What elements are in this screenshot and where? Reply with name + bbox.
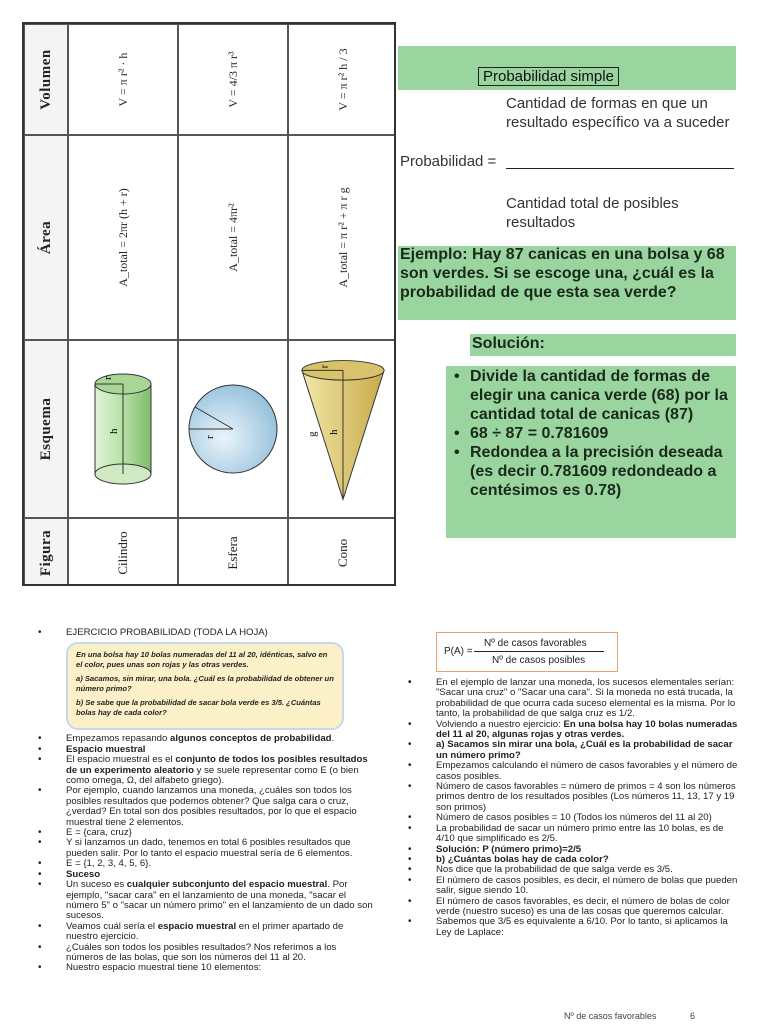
cone-h-label: h	[328, 429, 341, 435]
right-bullet-list	[408, 678, 742, 938]
example-text: Ejemplo: Hay 87 canicas en una bolsa y 68 son verdes. Si se escoge una, ¿cuál es la probabilidad de que esta sea verde?	[400, 246, 725, 301]
cone-g-label: g	[306, 431, 319, 437]
statement-paragraph: a) Sacamos, sin mirar, una bola. ¿Cuál es la probabilidad de obtener un número primo?	[76, 674, 334, 693]
bullet-text: Empezamos repasando	[66, 733, 170, 745]
bullet-text: E = {1, 2, 3, 4, 5, 6}.	[66, 858, 152, 870]
bullet-bold-text: b) ¿Cuántas bolas hay de cada color?	[436, 853, 609, 865]
bullet-text: E = {cara, cruz}	[66, 827, 132, 839]
shape-name-cone: Cono	[288, 518, 396, 586]
header-volumen: Volumen	[24, 24, 68, 135]
bullet-item	[408, 740, 742, 761]
bullet-item	[408, 782, 742, 813]
solution-steps	[452, 367, 734, 500]
bullet-item	[408, 678, 742, 720]
sphere-area: A_total = 4πr²	[178, 135, 288, 340]
cone-area: A_total = π r² + π r g	[288, 135, 396, 340]
bullet-bold-text: espacio muestral	[157, 920, 237, 932]
left-exercise-column	[38, 628, 374, 974]
sphere-r-label: r	[204, 435, 216, 439]
shape-name-cylinder: Cilindro	[68, 518, 178, 586]
fraction-line	[506, 168, 734, 169]
cylinder-icon	[73, 344, 173, 514]
cylinder-r-label: r	[102, 376, 114, 380]
solution-step: • 68 ÷ 87 = 0.781609	[452, 424, 734, 443]
probability-label: Probabilidad =	[400, 153, 497, 170]
right-exercise-column	[408, 678, 742, 938]
geometry-grid	[24, 24, 396, 586]
bullet-text: Y si lanzamos un dado, tenemos en total 6 posibles resultados que pueden salir. Por lo tanto el espacio muestral sería de 6 elementos.	[66, 837, 353, 859]
bullet-bold-text: Solución: P (número primo)=2/5	[436, 843, 582, 855]
shape-name-sphere: Esfera	[178, 518, 288, 586]
bullet-text: .	[331, 733, 335, 745]
cylinder-h-label: h	[108, 428, 120, 434]
bullet-text: El número de casos favorables, es decir, el número de bolas de color verde (nuestro suceso) es una de las cosas que queremos calcular.	[436, 895, 730, 917]
solution-step: • Redondea a la precisión deseada (es decir 0.781609 redondeado a centésimos es 0.78)	[452, 443, 734, 500]
bullet-text: y se suele representar como E (o bien como omega, Ω, del alfabeto griego).	[66, 764, 359, 787]
sphere-icon	[183, 379, 283, 479]
bullet-text: Veamos cuál sería el	[66, 920, 158, 932]
bullet-text: En el ejemplo de lanzar una moneda, los sucesos elementales serían: "Sacar una cruz" o "Sacar una cara". Si la moneda no está trucada, la probabilidad de que ocurra cada suceso elemental es la misma. Por lo tanto, la probabilidad de que salga cruz es 1/2.	[436, 677, 736, 720]
header-esquema: Esquema	[24, 340, 68, 518]
geometry-table	[22, 22, 396, 586]
probability-title: Probabilidad simple	[478, 67, 619, 86]
bullet-item	[38, 963, 374, 973]
bullet-text: El espacio muestral es el	[66, 754, 176, 766]
bullet-text: Volviendo a nuestro ejercicio:	[436, 718, 564, 730]
bullet-item	[408, 824, 742, 845]
bullet-bold-text: cualquier subconjunto del espacio muestral	[126, 879, 328, 891]
bullet-item	[38, 838, 374, 859]
formula-fraction-line	[474, 651, 604, 652]
left-bullet-list	[38, 734, 374, 973]
statement-paragraph: b) Se sabe que la probabilidad de sacar bola verde es 3/5. ¿Cuántas bolas hay de cada color?	[76, 698, 321, 717]
formula-numerator: Nº de casos favorables	[484, 638, 587, 649]
bullet-bold-text: conjunto de todos los posibles resultados de un experimento aleatorio	[66, 754, 368, 776]
bullet-item	[38, 943, 374, 964]
bullet-text: Por ejemplo, cuando lanzamos una moneda, ¿cuáles son todos los posibles resultados que podemos obtener? Que salga cara o cruz, ¿verdad? En total son dos posibles resultados, por lo que el espacio muestral tiene 2 elementos.	[66, 785, 357, 828]
bullet-text: Nos dice que la probabilidad de que salga verde es 3/5.	[436, 864, 673, 876]
bullet-item	[408, 897, 742, 918]
bullet-text: La probabilidad de sacar un número primo entre las 10 bolas, es de 4/10 que simplificado es 2/5.	[436, 822, 724, 845]
cone-diagram	[288, 340, 396, 518]
bullet-text: Sabemos que 3/5 es equivalente a 6/10. Por lo tanto, si aplicamos la Ley de Laplace:	[436, 916, 728, 938]
cylinder-diagram	[68, 340, 178, 518]
probability-numerator: Cantidad de formas en que un resultado específico va a suceder	[506, 95, 730, 131]
bullet-text: El número de casos posibles, es decir, el número de bolas que pueden salir, sigue siendo 10.	[436, 874, 738, 897]
bottom-fraction-value: 6	[690, 1011, 696, 1021]
cone-r-label: r	[318, 364, 331, 369]
bullet-bold-text: En una bolsa hay 10 bolas numeradas del 11 al 20, algunas rojas y otras verdes.	[436, 718, 738, 741]
bullet-item	[38, 786, 374, 828]
sphere-diagram	[178, 340, 288, 518]
bullet-item	[38, 922, 374, 943]
bullet-text: Número de casos favorables = número de primos = 4 son los números primos dentro de los resultados posibles (Los números 11, 13, 17 y 19 son primos)	[436, 781, 736, 813]
bullet-bold-text: algunos conceptos de probabilidad	[170, 733, 332, 745]
bullet-text: Empezamos calculando el número de casos favorables y el número de casos posibles.	[436, 760, 738, 782]
header-figura: Figura	[24, 518, 68, 586]
bullet-bold-text: Suceso	[66, 868, 101, 880]
cylinder-volume: V = π r² · h	[68, 24, 178, 135]
bullet-bold-text: Espacio muestral	[66, 743, 146, 755]
bullet-item	[38, 880, 374, 922]
cone-volume: V = π r² h / 3	[288, 24, 396, 135]
formula-denominator: Nº de casos posibles	[492, 655, 586, 666]
bullet-bold-text: a) Sacamos sin mirar una bola, ¿Cuál es la probabilidad de sacar un número primo?	[436, 739, 733, 761]
sphere-volume: V = 4/3 π r³	[178, 24, 288, 135]
solution-title: Solución:	[472, 335, 545, 352]
probability-denominator: Cantidad total de posibles resultados	[506, 195, 679, 231]
statement-paragraph: En una bolsa hay 10 bolas numeradas del 11 al 20, idénticas, salvo en el color, pues unas son rojas y las otras verdes.	[76, 650, 328, 669]
bullet-text: en el primer apartado de nuestro ejercicio.	[66, 920, 344, 943]
bullet-text: Nuestro espacio muestral tiene 10 elementos:	[66, 962, 262, 974]
bullet-text: Un suceso es	[66, 879, 127, 891]
bullet-text: . Por ejemplo, "sacar cara" en el lanzamiento de una moneda, "sacar el número 5" o "sacar un número primo" en el lanzamiento de un dado son sucesos.	[66, 879, 373, 922]
bullet-item	[408, 917, 742, 938]
bullet-text: Número de casos posibles = 10 (Todos los números del 11 al 20)	[436, 812, 712, 824]
header-area: Área	[24, 135, 68, 340]
bullet-item	[408, 761, 742, 782]
exercise-heading: • EJERCICIO PROBABILIDAD (TODA LA HOJA)	[38, 628, 374, 638]
bullet-item	[408, 720, 742, 741]
cone-icon	[293, 341, 393, 517]
bullet-item	[38, 755, 374, 786]
bullet-text: ¿Cuáles son todos los posibles resultados? Nos referimos a los números de las bolas, que son los números del 11 al 20.	[66, 941, 337, 963]
formula-lhs: P(A) =	[444, 646, 473, 657]
exercise-statement-box	[66, 642, 344, 730]
cylinder-area: A_total = 2πr (h + r)	[68, 135, 178, 340]
bullet-item	[408, 876, 742, 897]
bottom-fraction-numerator: Nº de casos favorables	[564, 1011, 657, 1021]
solution-step: • Divide la cantidad de formas de elegir una canica verde (68) por la cantidad total de canicas (87)	[452, 367, 734, 424]
